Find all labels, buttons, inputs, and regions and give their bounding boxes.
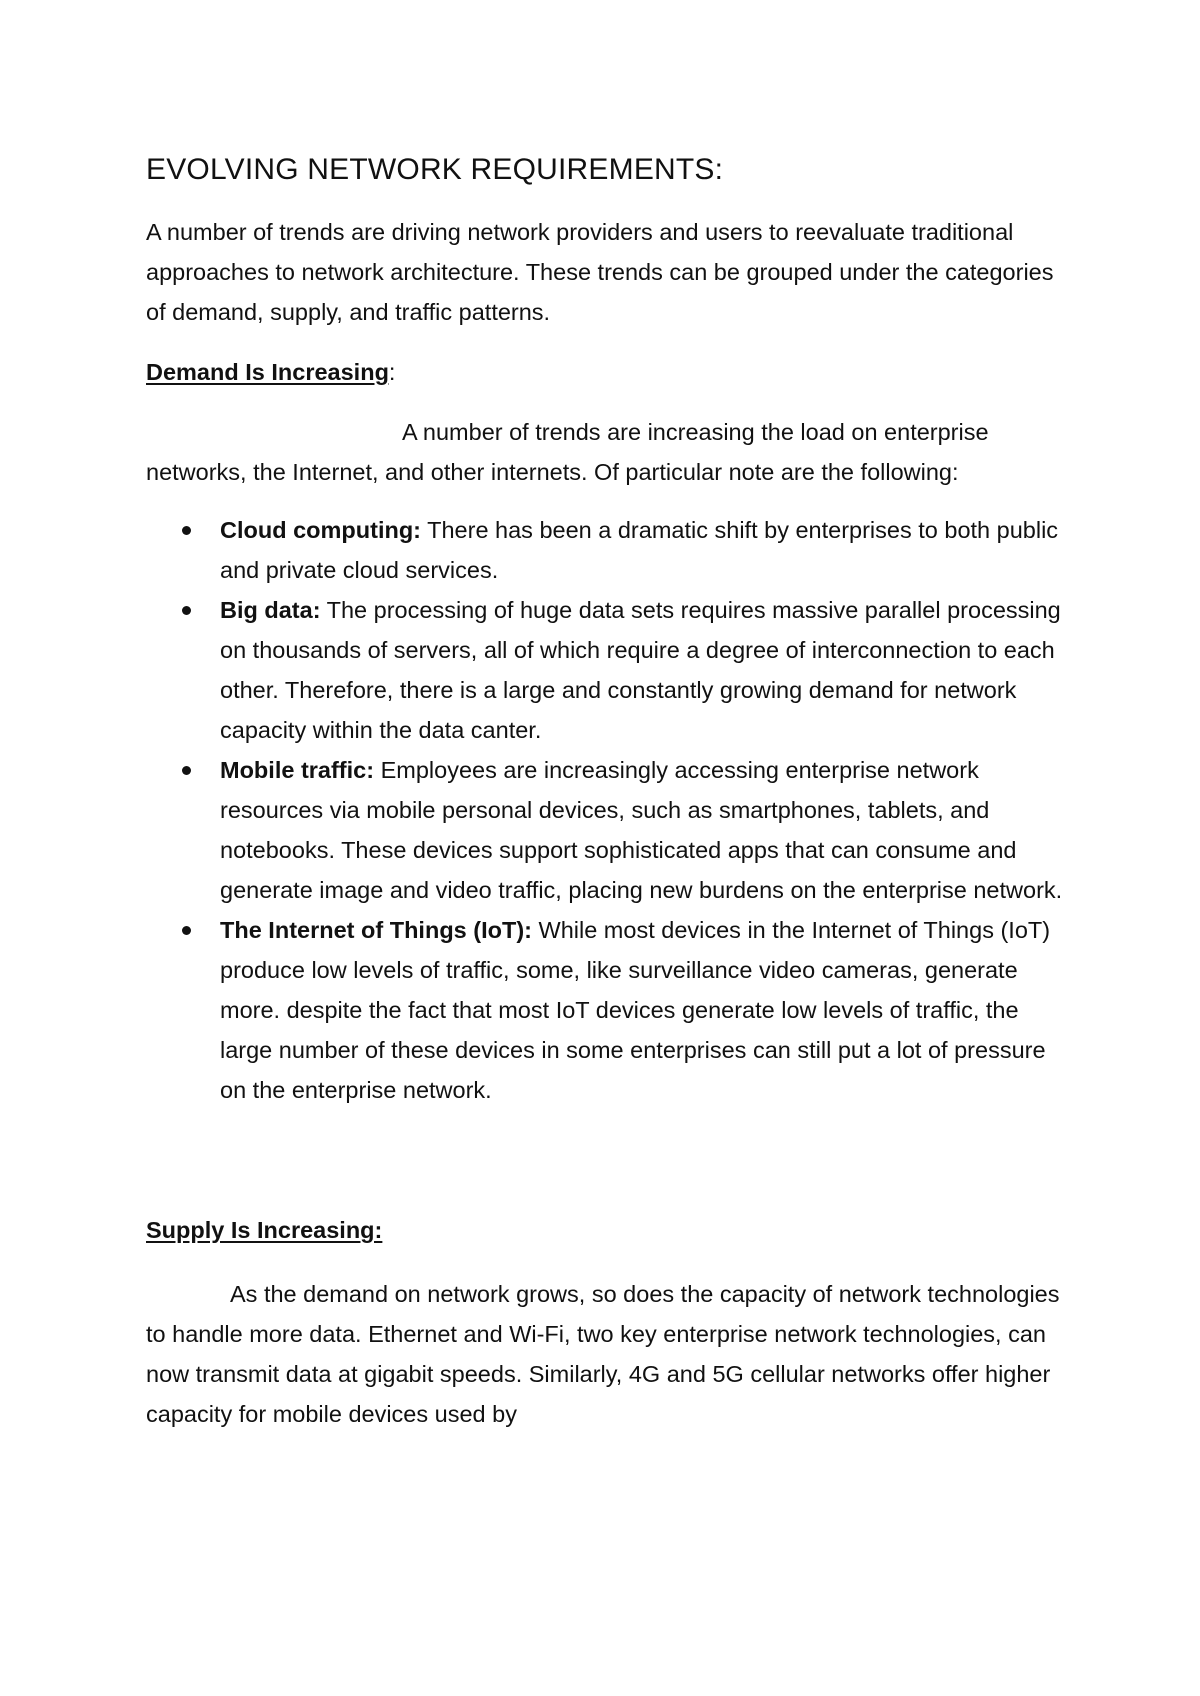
bullet-text: There has been a dramatic shift by enterprises to both public and private cloud services. (220, 517, 1059, 583)
demand-paragraph-block (146, 412, 1066, 492)
bullet-cloud-computing (146, 510, 1066, 590)
bullet-internet-of-things (146, 910, 1066, 1110)
bullet-text: The processing of huge data sets requires massive parallel processing on thousands of servers, all of which require a degree of interconnection to each other. Therefore, there is a large and constantly growing demand for network capacity within the data canter. (220, 597, 1061, 743)
bullet-term: Mobile traffic: (220, 757, 375, 783)
bullet-term: Big data: (220, 597, 321, 623)
bullet-dot-icon (182, 926, 191, 935)
demand-paragraph: A number of trends are increasing the load on enterprise networks, the Internet, and other internets. Of particular note are the following: (146, 419, 989, 485)
bullet-mobile-traffic (146, 750, 1066, 910)
supply-heading: Supply Is Increasing: (146, 1217, 383, 1243)
demand-heading: Demand Is Increasing (146, 359, 389, 385)
intro-paragraph: A number of trends are driving network providers and users to reevaluate traditional approaches to network architecture. These trends can be grouped under the categories of demand, supply, and traffic patterns. (146, 219, 1054, 325)
demand-heading-line (146, 352, 1066, 392)
bullet-dot-icon (182, 606, 191, 615)
bullet-big-data (146, 590, 1066, 750)
supply-paragraph-block (146, 1274, 1066, 1434)
demand-heading-colon: : (388, 359, 396, 385)
supply-heading-line (146, 1210, 1066, 1250)
bullet-term: The Internet of Things (IoT): (220, 917, 532, 943)
supply-paragraph: As the demand on network grows, so does the capacity of network technologies to handle more data. Ethernet and Wi-Fi, two key enterprise network technologies, can now transmit data at gigabit speeds. Similarly, 4G and 5G cellular networks offer higher capacity for mobile devices used by (146, 1281, 1060, 1427)
document-body (146, 150, 1066, 1434)
bullet-text: Employees are increasingly accessing enterprise network resources via mobile personal devices, such as smartphones, tablets, and notebooks. These devices support sophisticated apps that can consume and generate image and video traffic, placing new burdens on the enterprise network. (220, 757, 1063, 903)
demand-bullet-list (146, 510, 1066, 1110)
bullet-term: Cloud computing: (220, 517, 422, 543)
bullet-text: While most devices in the Internet of Things (IoT) produce low levels of traffic, some, like surveillance video cameras, generate more. despite the fact that most IoT devices generate low levels of traffic, the large number of these devices in some enterprises can still put a lot of pressure on the enterprise network. (220, 917, 1051, 1103)
bullet-dot-icon (182, 526, 191, 535)
bullet-dot-icon (182, 766, 191, 775)
document-title: EVOLVING NETWORK REQUIREMENTS: (146, 153, 724, 186)
